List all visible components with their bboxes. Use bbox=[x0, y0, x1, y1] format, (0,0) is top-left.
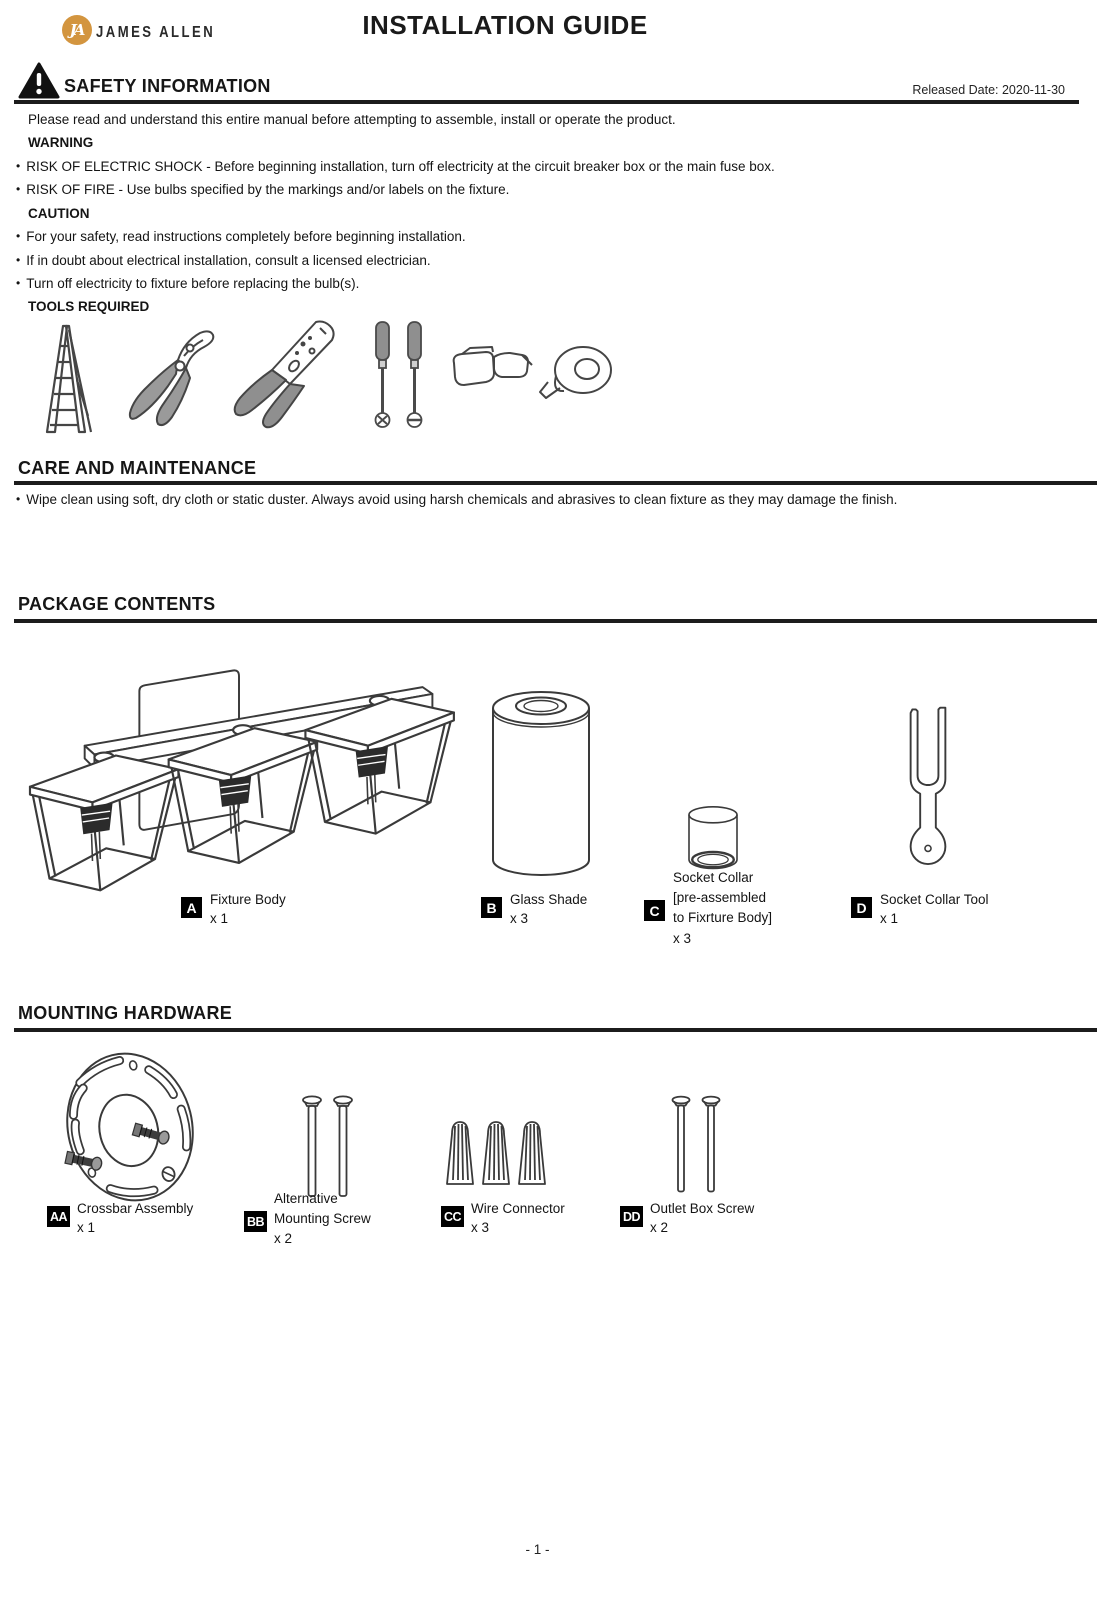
item-qty-b: x 3 bbox=[510, 911, 529, 926]
screwdrivers-icon bbox=[368, 320, 430, 432]
brand-monogram: JA bbox=[69, 21, 83, 39]
warning-item: • RISK OF FIRE - Use bulbs specified by the markings and/or labels on the fixture. bbox=[16, 182, 509, 197]
item-qty-c: x 3 bbox=[673, 931, 692, 946]
item-key-badge-b: B bbox=[481, 897, 502, 918]
pliers-icon bbox=[120, 326, 220, 430]
wire-connectors-illustration bbox=[444, 1118, 548, 1192]
caution-item: • Turn off electricity to fixture before replacing the bulb(s). bbox=[16, 276, 359, 291]
safety-rule bbox=[14, 100, 1079, 104]
mounting-heading: MOUNTING HARDWARE bbox=[18, 1003, 233, 1023]
care-rule bbox=[14, 481, 1097, 485]
safety-intro: Please read and understand this entire manual before attempting to assemble, install or operate the product. bbox=[28, 112, 676, 127]
fixture-body-illustration bbox=[24, 650, 454, 902]
electrical-tape-icon bbox=[538, 342, 618, 404]
package-heading: PACKAGE CONTENTS bbox=[18, 594, 216, 614]
care-item: • Wipe clean using soft, dry cloth or static duster. Always avoid using harsh chemicals and abrasives to clean fixture as they may damage the finish. bbox=[16, 492, 897, 507]
warning-triangle-icon bbox=[18, 62, 60, 100]
item-qty-d: x 1 bbox=[880, 911, 899, 926]
item-key-badge-aa: AA bbox=[47, 1206, 70, 1227]
mounting-rule bbox=[14, 1028, 1097, 1032]
item-label-a: Fixture Body bbox=[210, 892, 286, 907]
item-key-badge-dd: DD bbox=[620, 1206, 643, 1227]
page-number: - 1 - bbox=[525, 1542, 550, 1557]
outlet-box-screws-illustration bbox=[670, 1095, 722, 1199]
caution-label: CAUTION bbox=[28, 206, 90, 221]
released-date: Released Date: 2020-11-30 bbox=[912, 83, 1065, 97]
item-label-bb-line1: Alternative bbox=[274, 1191, 338, 1206]
caution-item: • For your safety, read instructions completely before beginning installation. bbox=[16, 229, 466, 244]
care-heading: CARE AND MAINTENANCE bbox=[18, 458, 257, 478]
item-key-badge-c: C bbox=[644, 900, 665, 921]
brand-name: JAMES ALLEN bbox=[96, 24, 216, 41]
socket-collar-tool-illustration bbox=[895, 688, 961, 882]
item-label-c-line2: [pre-assembled bbox=[673, 890, 767, 905]
wire-stripper-icon bbox=[228, 318, 354, 430]
item-key-badge-a: A bbox=[181, 897, 202, 918]
item-label-bb-line2: Mounting Screw bbox=[274, 1211, 371, 1226]
warning-item: • RISK OF ELECTRIC SHOCK - Before beginning installation, turn off electricity at the circuit breaker box or the main fuse box. bbox=[16, 159, 775, 174]
item-key-badge-bb: BB bbox=[244, 1211, 267, 1232]
item-qty-dd: x 2 bbox=[650, 1220, 669, 1235]
page-title: INSTALLATION GUIDE bbox=[362, 10, 648, 40]
item-key-badge-cc: CC bbox=[441, 1206, 464, 1227]
glass-shade-illustration bbox=[488, 684, 594, 884]
item-key-badge-d: D bbox=[851, 897, 872, 918]
tools-required-label: TOOLS REQUIRED bbox=[28, 299, 150, 314]
socket-collar-illustration bbox=[685, 801, 741, 879]
safety-heading: SAFETY INFORMATION bbox=[64, 76, 271, 96]
item-label-aa: Crossbar Assembly bbox=[77, 1201, 194, 1216]
item-label-dd: Outlet Box Screw bbox=[650, 1201, 755, 1216]
item-qty-cc: x 3 bbox=[471, 1220, 490, 1235]
item-label-cc: Wire Connector bbox=[471, 1201, 565, 1216]
item-label-b: Glass Shade bbox=[510, 892, 588, 907]
item-label-c-line3: to Fixrture Body] bbox=[673, 910, 773, 925]
alternative-mounting-screws-illustration bbox=[300, 1095, 355, 1203]
item-qty-aa: x 1 bbox=[77, 1220, 96, 1235]
item-label-d: Socket Collar Tool bbox=[880, 892, 989, 907]
safety-glasses-icon bbox=[448, 345, 534, 399]
crossbar-assembly-illustration bbox=[52, 1042, 212, 1212]
package-rule bbox=[14, 619, 1097, 623]
warning-label: WARNING bbox=[28, 135, 94, 150]
item-qty-bb: x 2 bbox=[274, 1231, 293, 1246]
item-qty-a: x 1 bbox=[210, 911, 229, 926]
item-label-c-line1: Socket Collar bbox=[673, 870, 754, 885]
step-ladder-icon bbox=[33, 320, 107, 436]
caution-item: • If in doubt about electrical installation, consult a licensed electrician. bbox=[16, 253, 431, 268]
